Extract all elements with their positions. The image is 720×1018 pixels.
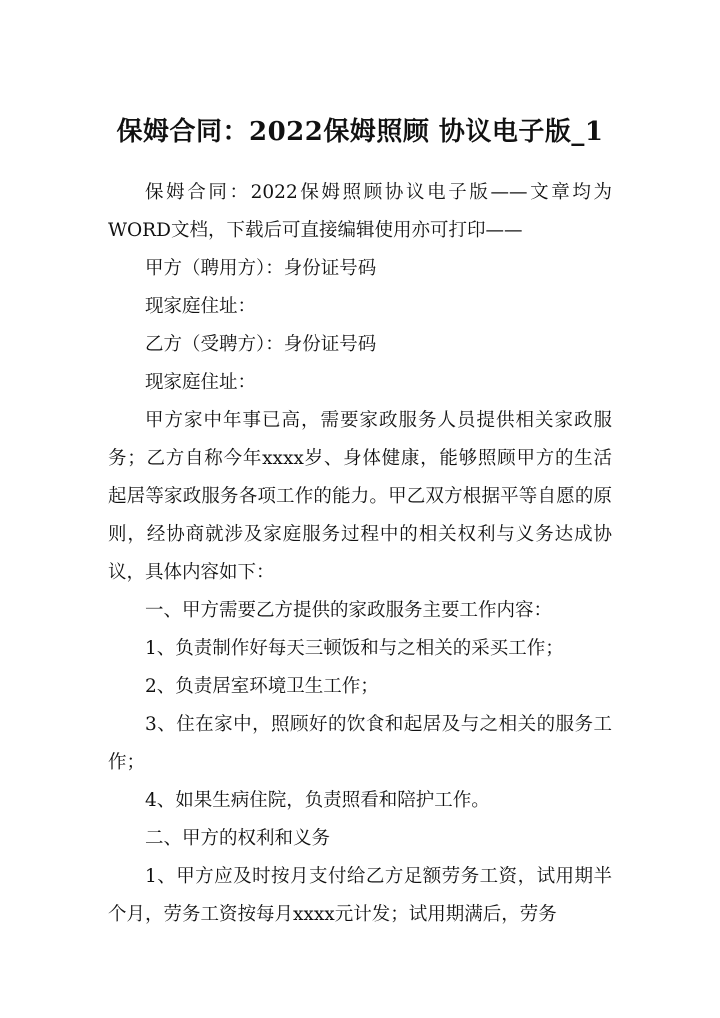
list-item-duty-3: 3、住在家中，照顾好的饮食和起居及与之相关的服务工作； (108, 714, 612, 773)
paragraph-intro: 保姆合同：2022保姆照顾协议电子版——文章均为WORD文档，下载后可直接编辑使用亦可打印—— (108, 182, 612, 241)
paragraph-party-a-address: 现家庭住址： (145, 296, 257, 317)
paragraph-party-b-address: 现家庭住址： (145, 372, 257, 393)
section-heading-rights: 二、甲方的权利和义务 (145, 828, 331, 849)
section-heading-duties: 一、甲方需要乙方提供的家政服务主要工作内容： (145, 600, 553, 621)
list-item-duty-1: 1、负责制作好每天三顿饭和与之相关的采买工作； (145, 638, 564, 659)
list-item-right-1: 1、甲方应及时按月支付给乙方足额劳务工资，试用期半个月，劳务工资按每月xxxx元计发；试用期满后，劳务 (108, 866, 612, 925)
paragraph-party-a: 甲方（聘用方）：身份证号码 (145, 258, 377, 279)
list-item-duty-2: 2、负责居室环境卫生工作； (145, 676, 379, 697)
document-body (108, 174, 612, 934)
document-title: 保姆合同：2022保姆照顾 协议电子版_1 (116, 117, 604, 147)
list-item-duty-4: 4、如果生病住院，负责照看和陪护工作。 (145, 790, 490, 811)
paragraph-background: 甲方家中年事已高，需要家政服务人员提供相关家政服务；乙方自称今年xxxx岁、身体健康，能够照顾甲方的生活起居等家政服务各项工作的能力。甲乙双方根据平等自愿的原则，经协商就涉及家庭服务过程中的相关权利与义务达成协议，具体内容如下： (108, 410, 612, 583)
paragraph-party-b: 乙方（受聘方）：身份证号码 (145, 334, 377, 355)
